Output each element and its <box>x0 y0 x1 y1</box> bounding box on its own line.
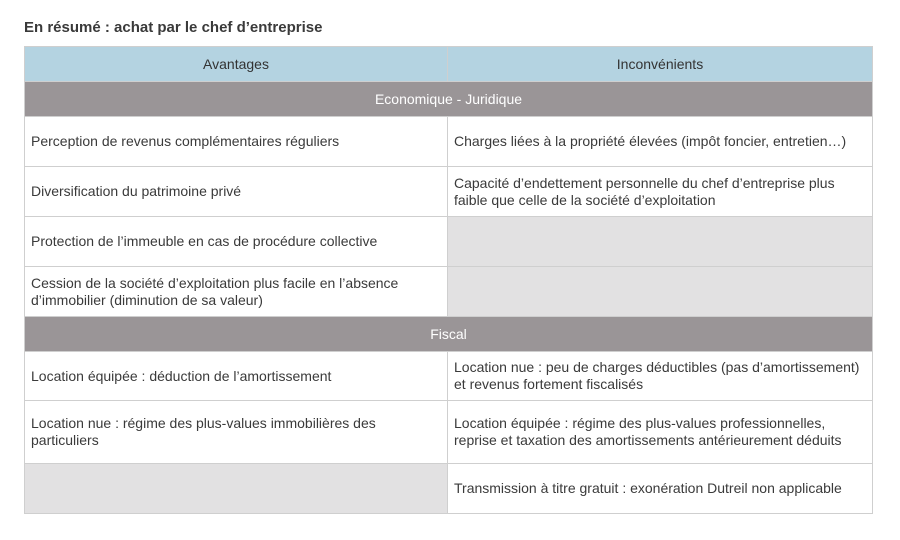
empty-cell <box>448 217 873 267</box>
column-header-advantages: Avantages <box>25 47 448 82</box>
advantage-cell: Perception de revenus complémentaires réguliers <box>25 117 448 167</box>
summary-table <box>24 46 873 514</box>
table-row <box>25 401 873 464</box>
page-title: En résumé : achat par le chef d’entreprise <box>24 19 323 36</box>
table-row <box>25 464 873 514</box>
advantage-cell: Protection de l’immeuble en cas de procédure collective <box>25 217 448 267</box>
table-header-row <box>25 47 873 82</box>
table-row <box>25 117 873 167</box>
advantage-cell: Diversification du patrimoine privé <box>25 167 448 217</box>
table-row <box>25 352 873 401</box>
advantage-cell: Location nue : régime des plus-values immobilières des particuliers <box>25 401 448 464</box>
table-row <box>25 217 873 267</box>
empty-cell <box>448 267 873 317</box>
table-row <box>25 267 873 317</box>
empty-cell <box>25 464 448 514</box>
table-row <box>25 167 873 217</box>
section-row-fiscal <box>25 317 873 352</box>
column-header-disadvantages: Inconvénients <box>448 47 873 82</box>
advantage-cell: Cession de la société d’exploitation plus facile en l’absence d’immobilier (diminution de sa valeur) <box>25 267 448 317</box>
disadvantage-cell: Charges liées à la propriété élevées (impôt foncier, entretien…) <box>448 117 873 167</box>
advantage-cell: Location équipée : déduction de l’amortissement <box>25 352 448 401</box>
disadvantage-cell: Location nue : peu de charges déductibles (pas d’amortissement) et revenus fortement fiscalisés <box>448 352 873 401</box>
disadvantage-cell: Location équipée : régime des plus-values professionnelles, reprise et taxation des amortissements antérieurement déduits <box>448 401 873 464</box>
section-label-economic-legal: Economique - Juridique <box>25 82 873 117</box>
section-label-fiscal: Fiscal <box>25 317 873 352</box>
section-row-economic-legal <box>25 82 873 117</box>
disadvantage-cell: Capacité d’endettement personnelle du chef d’entreprise plus faible que celle de la société d’exploitation <box>448 167 873 217</box>
disadvantage-cell: Transmission à titre gratuit : exonération Dutreil non applicable <box>448 464 873 514</box>
